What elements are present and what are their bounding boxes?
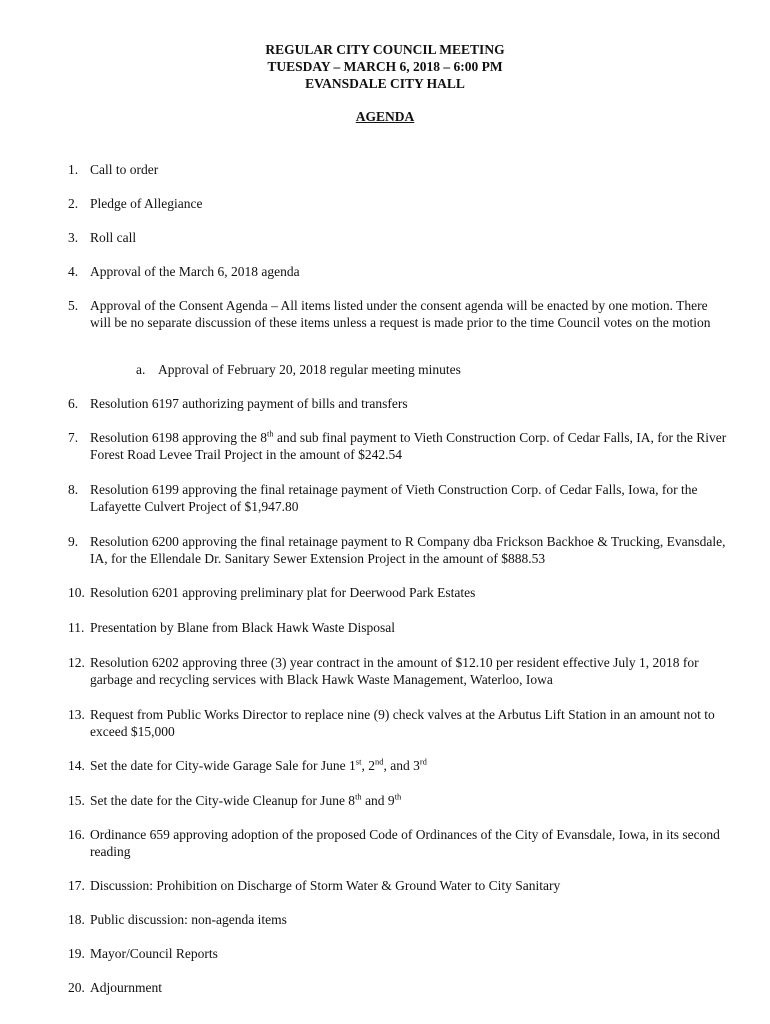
agenda-subitem-5a (136, 361, 716, 378)
item-number: 13. (68, 707, 85, 722)
item-number: 11. (68, 620, 85, 635)
item-text: Resolution 6200 approving the final retainage payment to R Company dba Frickson Backhoe & Trucking, Evansdale, IA, for the Ellendale Dr. Sanitary Sewer Extension Project in the amount of $888.53 (90, 534, 726, 566)
item-text-part: and 9 (361, 793, 395, 808)
agenda-item-15 (68, 792, 728, 809)
meeting-title: REGULAR CITY COUNCIL MEETING (265, 42, 505, 57)
agenda-item-6 (68, 395, 728, 412)
item-number: 4. (68, 264, 79, 279)
item-text: Ordinance 659 approving adoption of the proposed Code of Ordinances of the City of Evansdale, Iowa, in its second reading (90, 827, 720, 859)
ordinal-suffix: th (394, 791, 402, 802)
item-number: 12. (68, 655, 85, 670)
agenda-item-1 (68, 161, 728, 178)
item-text: Approval of the Consent Agenda – All items listed under the consent agenda will be enacted by one motion. There will be no separate discussion of these items unless a request is made prior to the time Council votes on the motion (90, 298, 711, 330)
item-number: 17. (68, 878, 85, 893)
agenda-item-18 (68, 911, 728, 928)
agenda-item-11 (68, 619, 728, 636)
agenda-heading: AGENDA (355, 109, 415, 124)
item-text-part: , and 3 (383, 758, 420, 773)
agenda-item-10 (68, 584, 728, 601)
ordinal-suffix: th (355, 791, 362, 802)
item-number: 18. (68, 912, 85, 927)
item-text-part: , 2 (361, 758, 375, 773)
item-number: 20. (68, 980, 85, 995)
meeting-date: TUESDAY – MARCH 6, 2018 – 6:00 PM (267, 59, 503, 74)
agenda-item-20 (68, 979, 728, 996)
item-text: Adjournment (90, 980, 162, 995)
item-text: Pledge of Allegiance (90, 196, 203, 211)
item-text-part: Set the date for the City-wide Cleanup for June 8 (90, 793, 356, 808)
item-text: Resolution 6201 approving preliminary plat for Deerwood Park Estates (90, 585, 476, 600)
ordinal-suffix: th (266, 428, 274, 439)
item-text: Approval of the March 6, 2018 agenda (90, 264, 300, 279)
item-text: Call to order (90, 162, 159, 177)
agenda-item-7 (68, 429, 728, 463)
ordinal-suffix: nd (374, 756, 384, 767)
item-text (90, 429, 728, 463)
agenda-item-13 (68, 706, 728, 740)
agenda-item-19 (68, 945, 728, 962)
item-number: 6. (68, 396, 79, 411)
item-number: 9. (68, 534, 79, 549)
agenda-item-2 (68, 195, 728, 212)
agenda-item-3 (68, 229, 728, 246)
ordinal-suffix: st (355, 756, 362, 767)
agenda-item-14 (68, 757, 728, 774)
item-number: 14. (68, 758, 85, 773)
agenda-item-17 (68, 877, 728, 894)
item-text: Resolution 6202 approving three (3) year contract in the amount of $12.10 per resident effective July 1, 2018 for garbage and recycling services with Black Hawk Waste Management, Waterloo, Iowa (90, 655, 699, 687)
subitem-letter: a. (136, 362, 146, 377)
item-number: 15. (68, 793, 85, 808)
item-number: 19. (68, 946, 85, 961)
item-number: 1. (68, 162, 79, 177)
agenda-item-4 (68, 263, 728, 280)
meeting-location: EVANSDALE CITY HALL (305, 76, 465, 91)
item-text: Resolution 6199 approving the final retainage payment of Vieth Construction Corp. of Cedar Falls, Iowa, for the Lafayette Culvert Project of $1,947.80 (90, 482, 698, 514)
item-text: Roll call (90, 230, 137, 245)
item-text: Resolution 6197 authorizing payment of bills and transfers (90, 396, 408, 411)
item-text (90, 757, 728, 774)
item-text-part: and sub final payment to Vieth Construction Corp. of Cedar Falls, IA, for the River Forest Road Levee Trail Project in the amount of $242.54 (90, 430, 727, 462)
item-number: 16. (68, 827, 85, 842)
item-text: Mayor/Council Reports (90, 946, 218, 961)
agenda-item-12 (68, 654, 728, 688)
item-text-part: Resolution 6198 approving the 8 (90, 430, 267, 445)
item-text (90, 792, 728, 809)
item-number: 8. (68, 482, 79, 497)
item-text: Request from Public Works Director to replace nine (9) check valves at the Arbutus Lift Station in an amount not to exceed $15,000 (90, 707, 715, 739)
agenda-item-9 (68, 533, 728, 567)
item-number: 2. (68, 196, 79, 211)
item-number: 3. (68, 230, 79, 245)
ordinal-suffix: rd (419, 756, 427, 767)
subitem-text: Approval of February 20, 2018 regular meeting minutes (158, 362, 461, 377)
agenda-item-8 (68, 481, 728, 515)
item-text: Public discussion: non-agenda items (90, 912, 287, 927)
document-header (0, 41, 770, 125)
agenda-item-16 (68, 826, 728, 860)
item-number: 10. (68, 585, 85, 600)
item-text: Presentation by Blane from Black Hawk Waste Disposal (90, 620, 395, 635)
item-text: Discussion: Prohibition on Discharge of Storm Water & Ground Water to City Sanitary (90, 878, 561, 893)
item-text-part: Set the date for City-wide Garage Sale for June 1 (90, 758, 356, 773)
agenda-item-5 (68, 297, 728, 331)
item-number: 5. (68, 298, 79, 313)
item-number: 7. (68, 430, 79, 445)
